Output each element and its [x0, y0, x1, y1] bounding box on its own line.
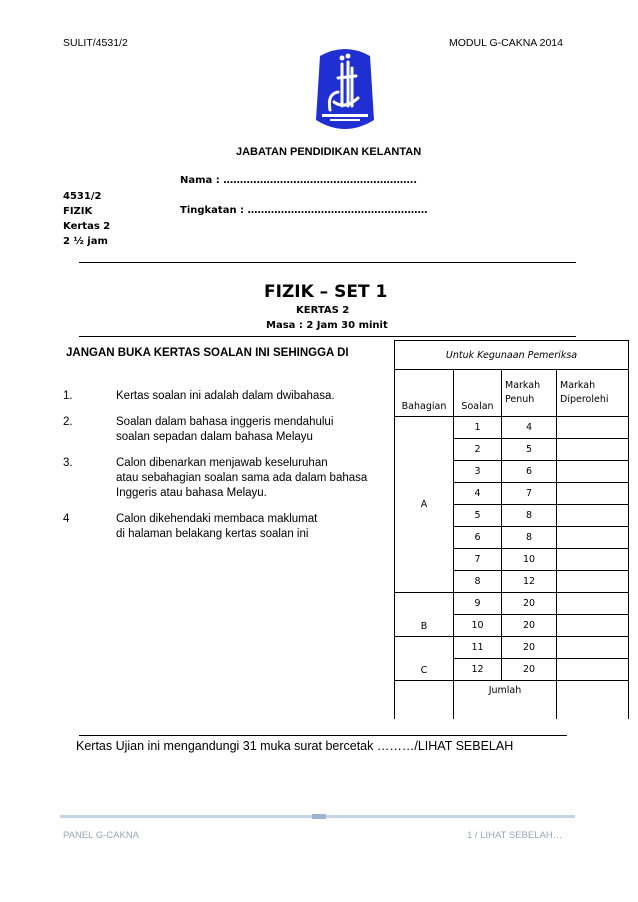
- paper-duration: 2 ½ jam: [63, 236, 108, 247]
- header-markah-penuh: Markah Penuh: [502, 370, 557, 417]
- instruction-line: atau sebahagian soalan sama ada dalam bahasa: [116, 472, 368, 484]
- mark-obtained-cell[interactable]: [557, 417, 629, 439]
- instruction-line: Kertas soalan ini adalah dalam dwibahasa.: [116, 390, 335, 402]
- time-allowed: Masa : 2 Jam 30 minit: [266, 320, 388, 331]
- instruction-number: 1.: [63, 390, 73, 402]
- mark-obtained-cell[interactable]: [557, 571, 629, 593]
- paper-subject: FIZIK: [63, 206, 93, 217]
- question-number: 9: [454, 593, 502, 615]
- instruction-line: Soalan dalam bahasa inggeris mendahului: [116, 416, 334, 428]
- mark-obtained-cell[interactable]: [557, 461, 629, 483]
- full-mark: 7: [502, 483, 557, 505]
- section-label: B: [395, 593, 454, 637]
- full-mark: 5: [502, 439, 557, 461]
- mark-obtained-cell[interactable]: [557, 659, 629, 681]
- instructions-list: [63, 389, 368, 542]
- table-row-total: [395, 681, 629, 720]
- full-mark: 6: [502, 461, 557, 483]
- question-number: 6: [454, 527, 502, 549]
- instruction-line: di halaman belakang kertas soalan ini: [116, 528, 309, 540]
- instruction-item: [63, 456, 368, 501]
- table-row: [395, 417, 629, 439]
- full-mark: 12: [502, 571, 557, 593]
- question-number: 12: [454, 659, 502, 681]
- full-mark: 8: [502, 505, 557, 527]
- mark-obtained-cell[interactable]: [557, 527, 629, 549]
- table-row: [395, 593, 629, 615]
- total-blank: [395, 681, 454, 720]
- instruction-item: [63, 512, 368, 542]
- jpn-kelantan-logo: [312, 46, 378, 134]
- question-number: 4: [454, 483, 502, 505]
- instruction-line: soalan sepadan dalam bahasa Melayu: [116, 431, 313, 443]
- full-mark: 10: [502, 549, 557, 571]
- page-count-note: Kertas Ujian ini mengandungi 31 muka surat bercetak ………/LIHAT SEBELAH: [76, 739, 514, 753]
- mark-obtained-cell[interactable]: [557, 637, 629, 659]
- full-mark: 20: [502, 659, 557, 681]
- section-label: C: [395, 637, 454, 681]
- mark-obtained-cell[interactable]: [557, 483, 629, 505]
- instruction-line: Calon dikehendaki membaca maklumat: [116, 513, 318, 525]
- footer-rule: [60, 815, 575, 818]
- divider-bottom: [79, 735, 567, 736]
- tingkatan-field[interactable]: Tingkatan : ………………………………………………: [180, 205, 428, 216]
- question-number: 8: [454, 571, 502, 593]
- paper-subtitle: KERTAS 2: [296, 305, 350, 316]
- instruction-number: 3.: [63, 457, 73, 469]
- header-left: SULIT/4531/2: [63, 37, 128, 49]
- mark-obtained-cell[interactable]: [557, 549, 629, 571]
- full-mark: 20: [502, 615, 557, 637]
- header-markah-diperolehi: Markah Diperolehi: [557, 370, 629, 417]
- examiner-table: [394, 340, 629, 719]
- paper-info: [63, 189, 110, 249]
- full-mark: 4: [502, 417, 557, 439]
- divider-top: [79, 262, 576, 263]
- nama-field[interactable]: Nama : ………………………………………………….: [180, 175, 418, 186]
- paper-code: 4531/2: [63, 191, 102, 202]
- full-mark: 8: [502, 527, 557, 549]
- footer-right: 1 / LIHAT SEBELAH…: [467, 830, 563, 841]
- instruction-item: [63, 389, 368, 404]
- mark-obtained-cell[interactable]: [557, 615, 629, 637]
- full-mark: 20: [502, 593, 557, 615]
- table-title: Untuk Kegunaan Pemeriksa: [395, 341, 629, 370]
- question-number: 2: [454, 439, 502, 461]
- warning-text: JANGAN BUKA KERTAS SOALAN INI SEHINGGA DI: [66, 347, 349, 359]
- mark-obtained-cell[interactable]: [557, 439, 629, 461]
- question-number: 11: [454, 637, 502, 659]
- instruction-number: 4: [63, 513, 70, 525]
- footer-left: PANEL G-CAKNA: [63, 830, 140, 841]
- department-title: JABATAN PENDIDIKAN KELANTAN: [236, 146, 422, 158]
- question-number: 1: [454, 417, 502, 439]
- divider-title: [79, 336, 576, 337]
- page-title: FIZIK – SET 1: [264, 282, 388, 302]
- total-label: Jumlah: [454, 681, 557, 720]
- instruction-line: Calon dibenarkan menjawab keseluruhan: [116, 457, 328, 469]
- mark-obtained-cell[interactable]: [557, 593, 629, 615]
- paper-number: Kertas 2: [63, 221, 111, 232]
- header-right: MODUL G-CAKNA 2014: [449, 37, 563, 49]
- header-bahagian: Bahagian: [395, 370, 454, 417]
- question-number: 7: [454, 549, 502, 571]
- section-label: A: [395, 417, 454, 593]
- question-number: 3: [454, 461, 502, 483]
- mark-obtained-cell[interactable]: [557, 505, 629, 527]
- table-row: [395, 637, 629, 659]
- question-number: 10: [454, 615, 502, 637]
- instruction-number: 2.: [63, 416, 73, 428]
- full-mark: 20: [502, 637, 557, 659]
- question-number: 5: [454, 505, 502, 527]
- total-mark-cell[interactable]: [557, 681, 629, 720]
- header-soalan: Soalan: [454, 370, 502, 417]
- instruction-line: Inggeris atau bahasa Melayu.: [116, 487, 267, 499]
- instruction-item: [63, 415, 368, 445]
